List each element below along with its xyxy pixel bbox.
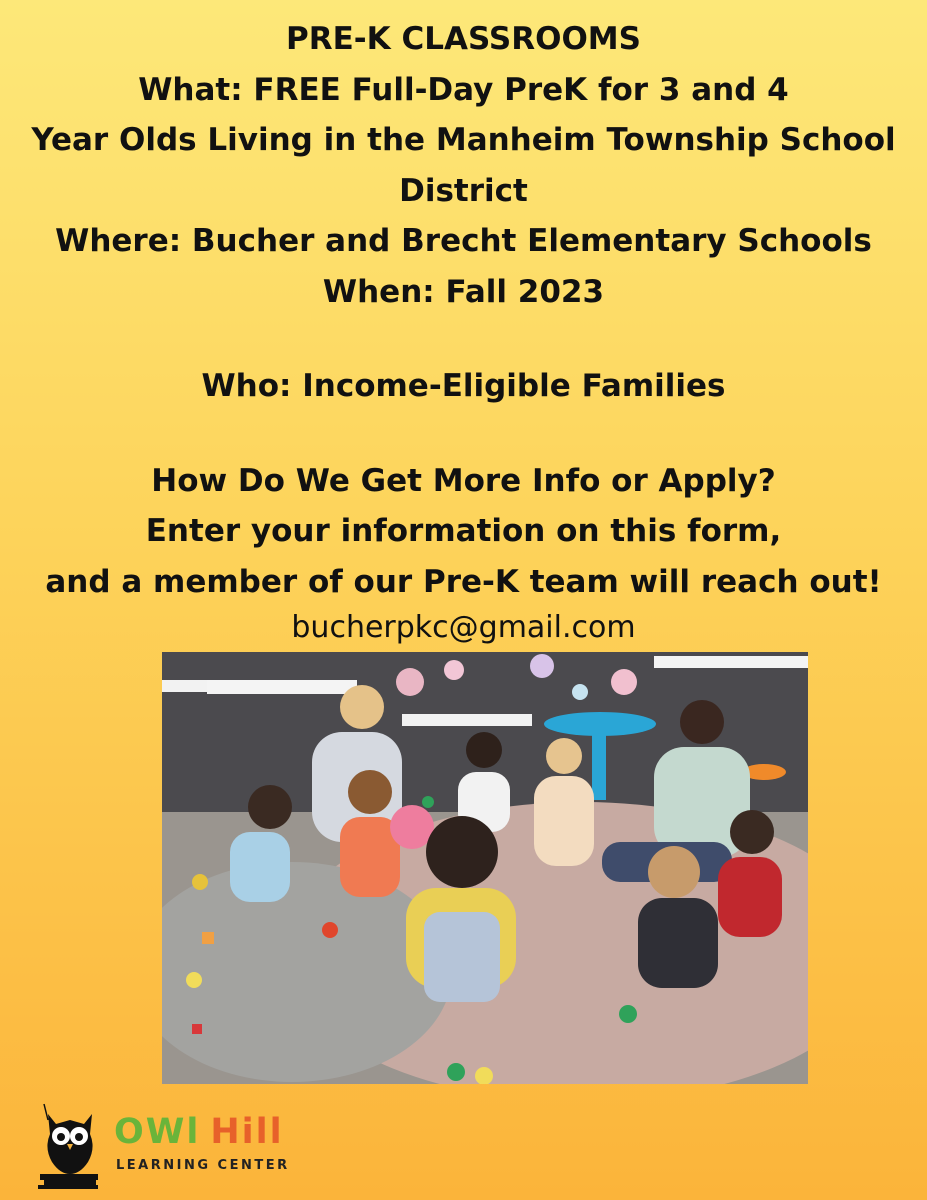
- logo-wordmark: [114, 1112, 284, 1152]
- when-line: When: Fall 2023: [322, 273, 605, 310]
- owl-icon: [30, 1100, 110, 1190]
- flyer-title: PRE-K CLASSROOMS: [286, 21, 641, 57]
- logo-subtitle: LEARNING CENTER: [116, 1158, 290, 1173]
- what-line-2: Year Olds Living in the Manheim Township School: [31, 122, 896, 158]
- reach-out-line: and a member of our Pre-K team will reach out!: [45, 563, 882, 600]
- how-line: How Do We Get More Info or Apply?: [151, 462, 776, 499]
- spacer: [0, 412, 927, 456]
- classroom-photo-illustration: [162, 652, 808, 1084]
- logo-hill-word: Hill: [210, 1112, 284, 1152]
- where-line: Where: Bucher and Brecht Elementary Schools: [55, 223, 872, 259]
- spacer: [0, 317, 927, 361]
- what-line-3: District: [399, 172, 528, 209]
- what-line-1: What: FREE Full-Day PreK for 3 and 4: [138, 71, 789, 108]
- contact-email: bucherpkc@gmail.com: [291, 610, 636, 645]
- flyer-text-block: [0, 14, 927, 654]
- who-line: Who: Income-Eligible Families: [201, 368, 726, 404]
- enter-info-line: Enter your information on this form,: [145, 513, 782, 549]
- owl-hill-logo: [30, 1100, 330, 1190]
- classroom-photo: [162, 652, 808, 1084]
- logo-owl-word: OWl: [114, 1112, 201, 1152]
